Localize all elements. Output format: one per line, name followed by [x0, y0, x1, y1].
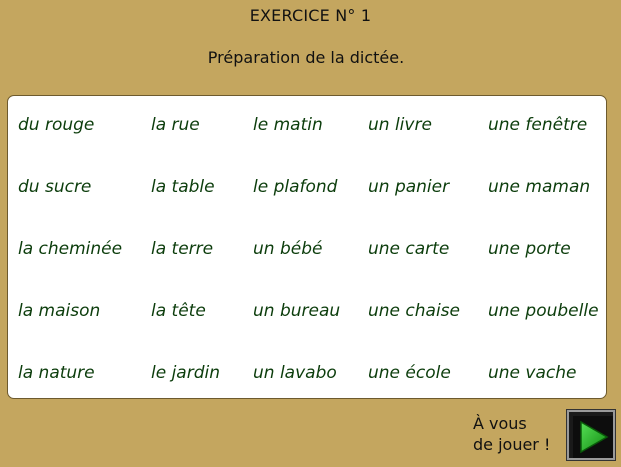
exercise-title: EXERCICE N° 1: [249, 6, 372, 25]
play-prompt: [473, 413, 550, 455]
word-item: une vache: [488, 363, 577, 383]
word-item: une carte: [368, 239, 450, 259]
word-item: un livre: [368, 115, 432, 135]
word-item: une chaise: [368, 301, 460, 321]
exercise-subtitle: Préparation de la dictée.: [207, 48, 405, 67]
word-item: une poubelle: [488, 301, 599, 321]
word-item: un lavabo: [253, 363, 337, 383]
word-item: le plafond: [253, 177, 338, 197]
word-item: un bureau: [253, 301, 341, 321]
word-item: le jardin: [151, 363, 221, 383]
play-prompt-line1: À vous: [473, 414, 527, 433]
word-item: du sucre: [18, 177, 92, 197]
word-item: une école: [368, 363, 451, 383]
word-item: du rouge: [18, 115, 95, 135]
word-item: le matin: [253, 115, 323, 135]
word-item: la cheminée: [18, 239, 123, 259]
word-item: un panier: [368, 177, 450, 197]
word-item: la table: [151, 177, 215, 197]
play-prompt-line2: de jouer !: [473, 435, 551, 454]
play-button[interactable]: [567, 410, 615, 460]
word-item: la tête: [151, 301, 206, 321]
word-item: la terre: [151, 239, 214, 259]
play-icon: [573, 416, 613, 458]
word-item: la rue: [151, 115, 200, 135]
word-item: une maman: [488, 177, 591, 197]
word-list-panel: [7, 95, 607, 399]
word-item: un bébé: [253, 239, 323, 259]
word-item: une fenêtre: [488, 115, 588, 135]
word-item: la nature: [18, 363, 95, 383]
word-item: une porte: [488, 239, 571, 259]
word-item: la maison: [18, 301, 101, 321]
